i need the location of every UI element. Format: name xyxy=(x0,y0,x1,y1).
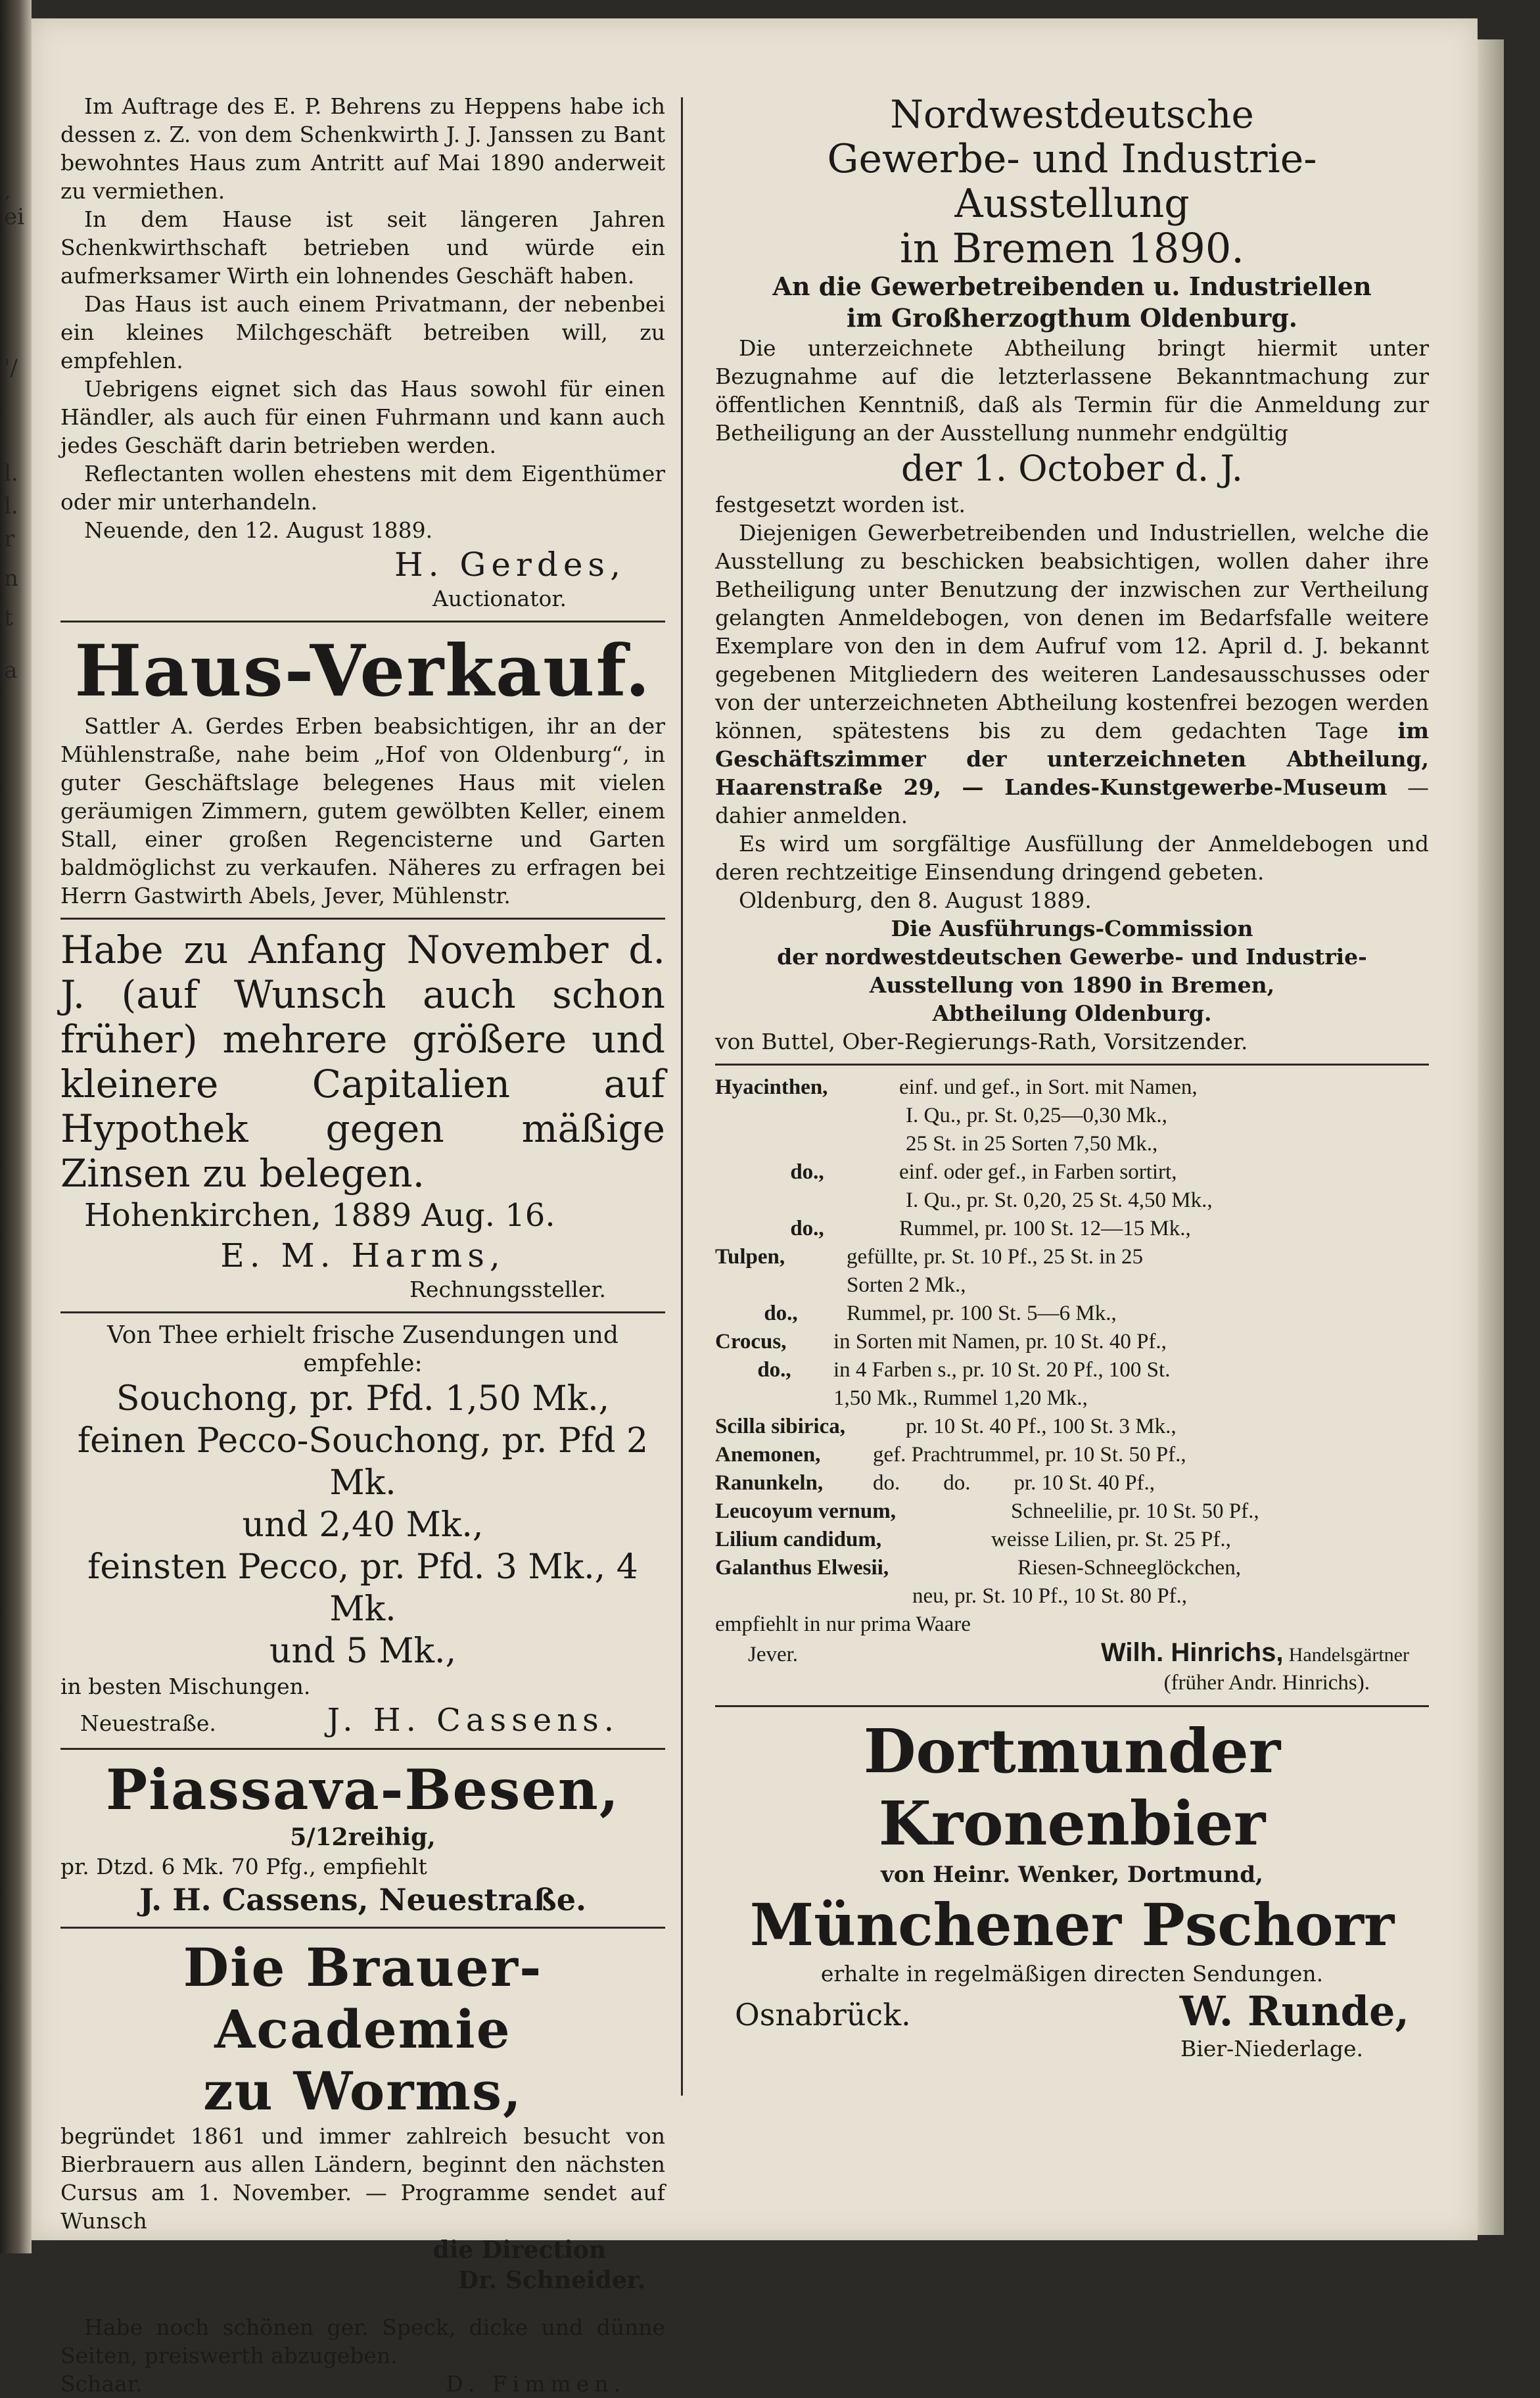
commission-line: der nordwestdeutschen Gewerbe- und Industrie- xyxy=(777,944,1367,970)
gutter-mark: l. xyxy=(4,460,18,486)
separator xyxy=(60,621,665,623)
tea-line: Souchong, pr. Pfd. 1,50 Mk., xyxy=(116,1379,610,1419)
flower-name: Crocus, xyxy=(715,1330,787,1353)
brauer-title: Die Brauer-Academie xyxy=(183,1937,543,2060)
gutter-mark: '/ xyxy=(4,355,18,381)
flower-name: Galanthus Elwesii, xyxy=(715,1556,889,1580)
flower-role: Handelsgärtner xyxy=(1288,1644,1409,1666)
ausstellung-place-date: Oldenburg, den 8. August 1889. xyxy=(739,887,1092,913)
list-item xyxy=(715,1243,1429,1271)
flower-text: gef. Prachtrummel, pr. 10 St. 50 Pf., xyxy=(873,1443,1186,1467)
flower-text: Schneelilie, pr. 10 St. 50 Pf., xyxy=(1011,1499,1259,1523)
speck-place: Schaar. xyxy=(60,2371,143,2397)
ausstellung-p2-end: — dahier anmelden. xyxy=(715,774,1429,828)
speck-signature: D. Fimmen. xyxy=(446,2371,626,2397)
auction-paragraph: In dem Hause ist seit längeren Jahren Schenkwirthschaft betrieben und würde ein aufmerksamer Wirth ein lohnendes Geschäft haben. xyxy=(60,206,665,289)
auction-notice xyxy=(60,92,665,613)
auction-role: Auctionator. xyxy=(432,586,567,611)
flower-name: Lilium candidum, xyxy=(715,1528,882,1551)
besen-ad xyxy=(60,1758,665,1919)
separator xyxy=(715,1064,1429,1066)
flower-text: in 4 Farben s., pr. 10 St. 20 Pf., 100 St. xyxy=(833,1358,1171,1382)
ausstellung-p3: Es wird um sorgfältige Ausfüllung der Anmeldebogen und deren rechtzeitige Einsendung dringend gebeten. xyxy=(715,831,1429,885)
flower-name: Scilla sibirica, xyxy=(715,1415,845,1438)
list-item xyxy=(715,1300,1429,1328)
capital-role: Rechnungssteller. xyxy=(409,1277,606,1302)
flower-former: (früher Andr. Hinrichs). xyxy=(1163,1671,1370,1695)
list-item xyxy=(715,1497,1429,1526)
auction-place-date: Neuende, den 12. August 1889. xyxy=(84,517,433,543)
bier-signature: W. Runde, xyxy=(1179,1987,1409,2035)
separator xyxy=(715,1705,1429,1707)
ausstellung-notice xyxy=(715,92,1429,1056)
muenchen-title: Münchener Pschorr xyxy=(749,1891,1395,1959)
commission-line: Die Ausführungs-Commission xyxy=(891,916,1253,941)
list-item xyxy=(715,1356,1429,1384)
flower-name: do., xyxy=(790,1217,824,1240)
list-item xyxy=(715,1441,1429,1469)
tea-signature-row xyxy=(60,1701,665,1740)
tea-intro: Von Thee erhielt frische Zusendungen und empfehle: xyxy=(107,1322,618,1377)
dortmund-title: Dortmunder Kronenbier xyxy=(863,1716,1281,1859)
separator xyxy=(60,1748,665,1750)
flower-sig-group xyxy=(1101,1639,1409,1669)
besen-sub: 5/12reihig, xyxy=(290,1823,436,1851)
speck-body: Habe noch schönen ger. Speck, dicke und dünne Seiten, preiswerth abzugeben. xyxy=(60,2315,665,2368)
flower-text: in Sorten mit Namen, pr. 10 St. 40 Pf., xyxy=(833,1330,1167,1353)
flower-name: Anemonen, xyxy=(715,1443,821,1467)
bier-body: erhalte in regelmäßigen directen Sendungen. xyxy=(820,1961,1324,1987)
tea-line: feinen Pecco-Souchong, pr. Pfd 2 Mk. xyxy=(77,1421,649,1503)
brauer-sig2: Dr. Schneider. xyxy=(457,2267,645,2294)
capital-signature: E. M. Harms, xyxy=(220,1236,505,1275)
list-item xyxy=(715,1328,1429,1356)
flower-name: do., xyxy=(790,1160,824,1184)
flower-name: Leucoyum vernum, xyxy=(715,1499,896,1523)
separator xyxy=(60,1311,665,1313)
ausstellung-p1: Die unterzeichnete Abtheilung bringt hiermit unter Bezugnahme auf die letzterlassene Bekanntmachung zur öffentlichen Kenntniß, daß als Termin für die Anmeldung zur Betheiligung an der Ausstellung nunmehr endgültig xyxy=(715,335,1429,446)
bier-signature-row xyxy=(715,1988,1429,2034)
brauer-body: begründet 1861 und immer zahlreich besucht von Bierbrauern aus allen Ländern, beginnt den nächsten Cursus am 1. November. — Programme sendet auf Wunsch xyxy=(60,2123,665,2234)
capital-place-date: Hohenkirchen, 1889 Aug. 16. xyxy=(84,1197,555,1234)
gutter-mark: , xyxy=(4,177,11,204)
besen-signature: J. H. Cassens, Neuestraße. xyxy=(139,1882,586,1917)
ausstellung-sub-2: im Großherzogthum Oldenburg. xyxy=(846,303,1298,333)
bier-place: Osnabrück. xyxy=(735,1997,911,2033)
gutter-mark: ei xyxy=(4,204,24,230)
bier-from: von Heinr. Wenker, Dortmund, xyxy=(881,1862,1263,1888)
flower-text: einf. oder gef., in Farben sortirt, xyxy=(899,1160,1177,1184)
besen-price: pr. Dtzd. 6 Mk. 70 Pfg., empfiehlt xyxy=(60,1854,427,1879)
list-item xyxy=(715,1413,1429,1441)
haus-verkauf-body: Sattler A. Gerdes Erben beabsichtigen, ihr an der Mühlenstraße, nahe beim „Hof von Oldenburg“, in guter Geschäftslage belegenes Haus mit vielen geräumigen Zimmern, gutem gewölbten Keller, einem Stall, einer großen Regencisterne und Garten baldmöglichst zu verkaufen. Näheres zu erfragen bei Herrn Gastwirth Abels, Jever, Mühlenstr. xyxy=(60,713,665,908)
flower-text: gefüllte, pr. St. 10 Pf., 25 St. in 25 xyxy=(847,1245,1144,1269)
flower-cont: I. Qu., pr. St. 0,20, 25 St. 4,50 Mk., xyxy=(906,1188,1213,1212)
gutter-mark: r xyxy=(4,526,15,552)
commission-signer: von Buttel, Ober-Regierungs-Rath, Vorsitzender. xyxy=(715,1029,1248,1054)
tea-signature: J. H. Cassens. xyxy=(327,1702,619,1739)
flower-name: Hyacinthen, xyxy=(715,1075,828,1099)
tea-line: und 2,40 Mk., xyxy=(242,1505,484,1545)
flower-name: do., xyxy=(757,1358,791,1382)
ausstellung-sub: An die Gewerbetreibenden u. Industriellen xyxy=(772,271,1372,301)
capital-body: Habe zu Anfang November d. J. (auf Wunsch auch schon früher) mehrere größere und kleinere Capitalien auf Hypothek gegen mäßige Zinsen zu belegen. xyxy=(60,928,665,1196)
flower-cont: I. Qu., pr. St. 0,25—0,30 Mk., xyxy=(906,1104,1167,1127)
flower-name: do., xyxy=(764,1302,798,1325)
flower-name: Ranunkeln, xyxy=(715,1471,824,1495)
gutter-marks xyxy=(1,0,30,2253)
bier-role: Bier-Niederlage. xyxy=(1180,2036,1363,2061)
flower-text: weisse Lilien, pr. St. 25 Pf., xyxy=(991,1528,1231,1551)
column-divider xyxy=(681,97,683,2096)
auction-paragraph: Uebrigens eignet sich das Haus sowohl für einen Händler, als auch für einen Fuhrmann und kann auch jedes Geschäft darin betrieben werden. xyxy=(60,376,665,458)
ausstellung-p1-end: festgesetzt worden ist. xyxy=(715,492,966,517)
haus-verkauf-ad xyxy=(60,630,665,910)
auction-paragraph: Das Haus ist auch einem Privatmann, der nebenbei ein kleines Milchgeschäft betreiben will, zu empfehlen. xyxy=(60,291,665,373)
flower-text: Rummel, pr. 100 St. 12—15 Mk., xyxy=(899,1217,1191,1240)
flower-text: Riesen-Schneeglöckchen, xyxy=(1017,1556,1241,1580)
auction-paragraph: Reflectanten wollen ehestens mit dem Eigenthümer oder mir unterhandeln. xyxy=(60,461,665,515)
brauer-sig1: die Direction xyxy=(432,2236,606,2264)
speck-ad xyxy=(60,2313,665,2398)
flower-text: pr. 10 St. 40 Pf., 100 St. 3 Mk., xyxy=(906,1415,1177,1438)
flower-name: Tulpen, xyxy=(715,1245,785,1269)
brauer-title-2: zu Worms, xyxy=(203,2060,523,2122)
right-column xyxy=(715,92,1429,2063)
gutter-mark: n xyxy=(4,565,18,592)
flower-place: Jever. xyxy=(748,1643,799,1666)
flower-bulb-ad xyxy=(715,1073,1429,1697)
list-item xyxy=(715,1073,1429,1102)
commission-line: Abtheilung Oldenburg. xyxy=(932,1000,1212,1026)
besen-title: Piassava-Besen, xyxy=(105,1757,620,1822)
list-item xyxy=(715,1469,1429,1497)
flower-text: Rummel, pr. 100 St. 5—6 Mk., xyxy=(847,1302,1117,1325)
auction-signature: H. Gerdes, xyxy=(394,546,626,584)
separator xyxy=(60,918,665,920)
list-item xyxy=(715,1158,1429,1187)
bier-ad xyxy=(715,1715,1429,2063)
ausstellung-title-3: in Bremen 1890. xyxy=(900,224,1244,272)
haus-verkauf-title: Haus-Verkauf. xyxy=(74,630,651,713)
list-item xyxy=(715,1215,1429,1243)
ausstellung-p2 xyxy=(715,519,1429,830)
left-column xyxy=(60,92,665,2398)
capital-ad xyxy=(60,928,665,1304)
tea-note: in besten Mischungen. xyxy=(60,1674,311,1699)
flower-cont: Sorten 2 Mk., xyxy=(847,1273,966,1297)
ausstellung-deadline: der 1. October d. J. xyxy=(901,448,1243,489)
flower-signature-row xyxy=(715,1639,1429,1669)
tea-line: feinsten Pecco, pr. Pfd. 3 Mk., 4 Mk. xyxy=(87,1547,638,1629)
gutter-mark: a xyxy=(4,657,18,684)
tea-street: Neuestraße. xyxy=(80,1710,216,1736)
flower-text: einf. und gef., in Sort. mit Namen, xyxy=(899,1075,1198,1099)
gutter-mark: l. xyxy=(4,493,18,519)
ausstellung-p2-bold: im Geschäftszimmer der unterzeichneten Abtheilung, Haarenstraße 29, — Landes-Kunstgewerbe-Museum xyxy=(715,718,1429,800)
commission-line: Ausstellung von 1890 in Bremen, xyxy=(869,972,1275,998)
flower-text: do. do. pr. 10 St. 40 Pf., xyxy=(873,1471,1155,1495)
ausstellung-p2-text: Diejenigen Gewerbetreibenden und Industriellen, welche die Ausstellung zu beschicken beabsichtigen, wollen daher ihre Betheiligung unter Benutzung der inzwischen zur Vertheilung gelangten Anmeldebogen, von denen im Bedarfsfalle weitere Exemplare von den in dem Aufruf vom 12. April d. J. bekannt gegebenen Mitgliedern des weiteren Landesausschusses oder von der unterzeichneten Abtheilung kostenfrei bezogen werden können, spätestens bis zu dem gedachten Tage xyxy=(715,520,1429,743)
flower-footer: empfiehlt in nur prima Waare xyxy=(715,1612,971,1636)
ausstellung-title: Nordwestdeutsche xyxy=(890,92,1254,137)
list-item xyxy=(715,1526,1429,1554)
ausstellung-title-2: Gewerbe- und Industrie-Ausstellung xyxy=(827,136,1317,227)
gutter-mark: t xyxy=(4,605,13,631)
auction-paragraph: Im Auftrage des E. P. Behrens zu Heppens habe ich dessen z. Z. von dem Schenkwirth J. J. Janssen zu Bant bewohntes Haus zum Antritt auf Mai 1890 anderweit zu vermiethen. xyxy=(60,93,665,204)
separator xyxy=(60,1927,665,1929)
flower-signature: Wilh. Hinrichs, xyxy=(1101,1638,1284,1667)
brauer-academie-ad xyxy=(60,1937,665,2295)
flower-cont: neu, pr. St. 10 Pf., 10 St. 80 Pf., xyxy=(912,1584,1188,1608)
tea-ad xyxy=(60,1321,665,1740)
tea-line: und 5 Mk., xyxy=(269,1632,457,1671)
speck-signature-row xyxy=(60,2370,665,2398)
flower-cont: 1,50 Mk., Rummel 1,20 Mk., xyxy=(833,1386,1088,1410)
list-item xyxy=(715,1554,1429,1582)
flower-cont: 25 St. in 25 Sorten 7,50 Mk., xyxy=(906,1132,1158,1156)
page-edge xyxy=(1478,39,1504,2235)
separator xyxy=(60,2303,665,2305)
